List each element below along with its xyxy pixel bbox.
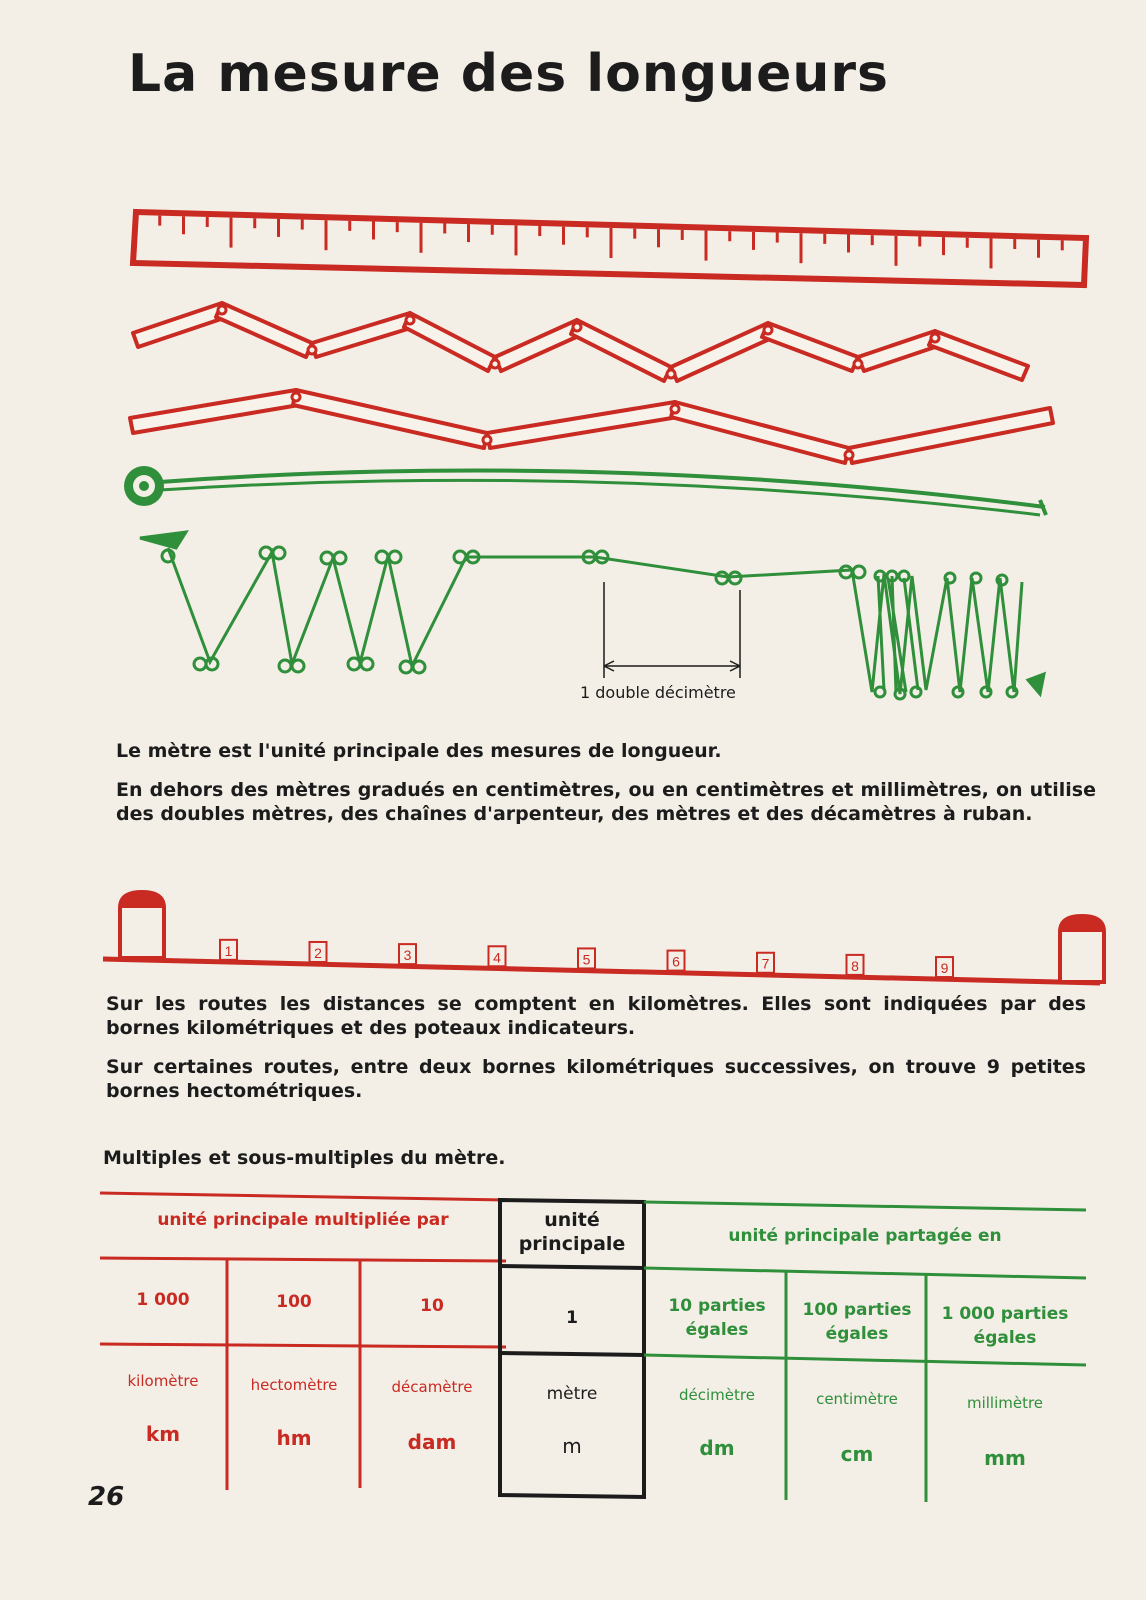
hectometer-marker bbox=[578, 948, 595, 968]
name-cm: centimètre bbox=[816, 1390, 898, 1408]
hectometer-marker bbox=[310, 942, 327, 962]
double-decimeter-marker bbox=[604, 582, 740, 678]
hectometer-marker-label: 9 bbox=[940, 960, 949, 977]
abbr-mm: mm bbox=[984, 1446, 1026, 1470]
hectometer-marker bbox=[399, 944, 416, 964]
hectometer-marker-label: 8 bbox=[851, 957, 859, 974]
hectometer-marker bbox=[757, 953, 774, 973]
submultiples-header: unité principale partagée en bbox=[728, 1226, 1002, 1246]
name-dam: décamètre bbox=[391, 1378, 473, 1396]
hectometer-marker-label: 7 bbox=[761, 955, 770, 972]
paragraph-hectometer-markers: Sur certaines routes, entre deux bornes kilométriques successives, on trouve 9 petites bornes hectométriques. bbox=[106, 1056, 1086, 1102]
factor-m: 1 bbox=[566, 1308, 578, 1328]
principal-header: unité principale bbox=[518, 1209, 626, 1255]
paragraph-measuring-tools: En dehors des mètres gradués en centimètres, ou en centimètres et millimètres, on utilise des doubles mètres, des chaînes d'arpenteur, des mètres et des décamètres à ruban. bbox=[116, 779, 1096, 825]
hectometer-marker-label: 6 bbox=[672, 953, 680, 970]
hectometer-marker-label: 1 bbox=[224, 942, 233, 959]
hectometer-marker bbox=[936, 957, 953, 977]
factor-hm: 100 bbox=[276, 1292, 312, 1312]
table-heading: Multiples et sous-multiples du mètre. bbox=[103, 1147, 506, 1169]
factor-dam: 10 bbox=[420, 1296, 444, 1316]
name-hm: hectomètre bbox=[250, 1376, 338, 1394]
hectometer-marker-label: 3 bbox=[403, 947, 412, 964]
double-decimeter-caption: 1 double décimètre bbox=[580, 683, 736, 702]
abbr-cm: cm bbox=[840, 1442, 874, 1466]
paragraph-meter-definition: Le mètre est l'unité principale des mesures de longueur. bbox=[116, 740, 722, 762]
surveyor-chain bbox=[140, 532, 1044, 699]
multiples-header: unité principale multipliée par bbox=[157, 1210, 449, 1230]
hectometer-marker bbox=[668, 951, 685, 971]
hectometer-marker bbox=[220, 940, 237, 960]
name-dm: décimètre bbox=[679, 1386, 755, 1404]
paragraph-road-distances: Sur les routes les distances se comptent en kilomètres. Elles sont indiquées par des bornes kilométriques et des poteaux indicateurs. bbox=[106, 993, 1086, 1039]
abbr-hm: hm bbox=[276, 1426, 312, 1450]
factor-km: 1 000 bbox=[136, 1290, 190, 1310]
page-number: 26 bbox=[88, 1482, 125, 1512]
folding-meter-upper bbox=[133, 303, 1028, 381]
name-mm: millimètre bbox=[966, 1394, 1044, 1412]
hectometer-marker bbox=[489, 946, 506, 966]
factor-mm: 1 000 parties égales bbox=[941, 1304, 1069, 1348]
abbr-km: km bbox=[145, 1422, 181, 1446]
factor-cm: 100 parties égales bbox=[802, 1300, 912, 1344]
hectometer-marker-label: 5 bbox=[582, 951, 591, 968]
name-m: mètre bbox=[546, 1384, 598, 1404]
hectometer-marker-label: 4 bbox=[493, 949, 501, 966]
abbr-m: m bbox=[562, 1434, 582, 1458]
folding-meter-lower bbox=[130, 390, 1053, 463]
page-title: La mesure des longueurs bbox=[128, 44, 890, 104]
hectometer-marker-label: 2 bbox=[314, 944, 322, 961]
name-km: kilomètre bbox=[127, 1372, 199, 1390]
factor-dm: 10 parties égales bbox=[668, 1296, 766, 1340]
tape-measure bbox=[124, 466, 1046, 515]
abbr-dam: dam bbox=[407, 1430, 457, 1454]
abbr-dm: dm bbox=[699, 1436, 735, 1460]
hectometer-marker bbox=[847, 955, 864, 975]
